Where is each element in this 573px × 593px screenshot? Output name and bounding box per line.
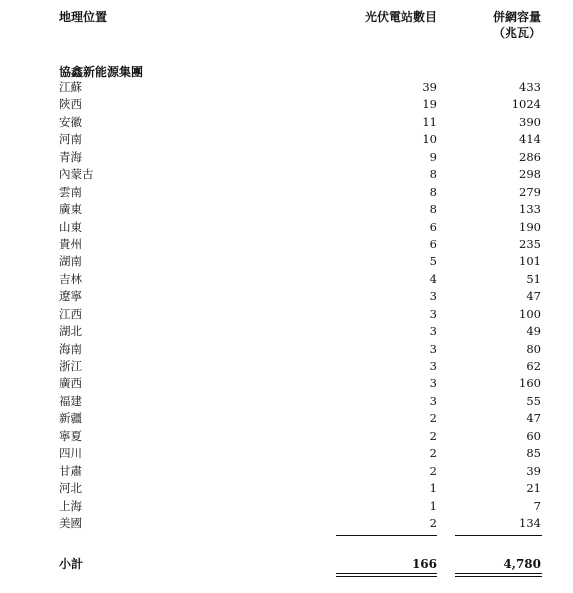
station-count: 3 <box>429 306 437 321</box>
station-count: 3 <box>429 324 437 339</box>
subtotal-rule-stations <box>336 535 437 536</box>
region-name: 雲南 <box>59 184 82 199</box>
region-name: 安徽 <box>59 114 82 129</box>
table-row <box>0 184 573 201</box>
capacity-value: 160 <box>519 376 541 391</box>
region-name: 河南 <box>59 132 82 147</box>
region-name: 海南 <box>59 341 82 356</box>
table-row <box>0 219 573 236</box>
capacity-value: 433 <box>519 80 541 94</box>
station-count: 2 <box>429 411 437 426</box>
station-count: 1 <box>429 481 437 496</box>
station-count: 3 <box>429 393 437 408</box>
capacity-value: 85 <box>526 446 541 461</box>
station-count: 3 <box>429 341 437 356</box>
station-count: 8 <box>429 202 437 217</box>
station-count: 10 <box>422 132 437 147</box>
total-rule-stations-bottom <box>336 576 437 577</box>
capacity-value: 80 <box>526 341 541 356</box>
region-name: 河北 <box>59 481 82 496</box>
table-row <box>0 410 573 427</box>
table-row <box>0 236 573 253</box>
subtotal-capacity: 4,780 <box>503 557 541 571</box>
header-stations: 光伏電站數目 <box>364 10 437 24</box>
capacity-value: 279 <box>519 184 541 199</box>
region-name: 吉林 <box>59 271 82 286</box>
station-count: 3 <box>429 376 437 391</box>
station-count: 2 <box>429 446 437 461</box>
station-count: 4 <box>429 271 437 286</box>
capacity-value: 133 <box>519 202 541 217</box>
total-rule-capacity-bottom <box>455 576 542 577</box>
table-row <box>0 271 573 288</box>
station-count: 3 <box>429 359 437 373</box>
region-name: 內蒙古 <box>59 167 94 182</box>
capacity-value: 7 <box>533 498 541 513</box>
station-count: 3 <box>429 289 437 304</box>
table-row <box>0 201 573 218</box>
region-name: 上海 <box>59 498 82 513</box>
region-name: 江蘇 <box>59 80 82 94</box>
region-name: 青海 <box>59 149 82 164</box>
capacity-value: 134 <box>519 515 541 530</box>
header-capacity <box>493 9 541 41</box>
total-rule-capacity-top <box>455 573 542 574</box>
station-count: 6 <box>429 219 437 234</box>
region-name: 甘肅 <box>59 463 82 478</box>
table-row <box>0 131 573 148</box>
capacity-value: 60 <box>526 428 541 443</box>
region-name: 廣東 <box>59 202 82 217</box>
table-row <box>0 375 573 392</box>
station-count: 8 <box>429 184 437 199</box>
capacity-value: 39 <box>526 463 541 478</box>
table-row <box>0 306 573 323</box>
region-name: 美國 <box>59 515 82 530</box>
capacity-value: 190 <box>519 219 541 234</box>
region-name: 貴州 <box>59 236 82 251</box>
table-row <box>0 149 573 166</box>
table-row <box>0 515 573 532</box>
table-row <box>0 463 573 480</box>
capacity-value: 235 <box>519 236 541 251</box>
capacity-value: 390 <box>519 114 541 129</box>
table-row <box>0 445 573 462</box>
table-row <box>0 393 573 410</box>
region-name: 浙江 <box>59 359 82 373</box>
table-row <box>0 288 573 305</box>
capacity-value: 1024 <box>511 97 541 112</box>
table-row <box>0 96 573 113</box>
subtotal-label: 小計 <box>59 557 84 571</box>
table-row <box>0 323 573 340</box>
header-capacity-unit: （兆瓦） <box>492 26 541 40</box>
region-name: 湖北 <box>59 324 82 339</box>
region-name: 遼寧 <box>59 289 82 304</box>
table-row <box>0 253 573 270</box>
capacity-value: 101 <box>519 254 541 269</box>
capacity-value: 298 <box>519 167 541 182</box>
table-row <box>0 480 573 497</box>
region-name: 福建 <box>59 393 82 408</box>
group-title: 協鑫新能源集團 <box>59 65 144 79</box>
region-name: 寧夏 <box>59 428 82 443</box>
capacity-value: 49 <box>526 324 541 339</box>
capacity-value: 100 <box>519 306 541 321</box>
table-row <box>0 341 573 358</box>
capacity-value: 286 <box>519 149 541 164</box>
table-row <box>0 358 573 375</box>
table-row <box>0 498 573 515</box>
station-count: 8 <box>429 167 437 182</box>
station-count: 6 <box>429 236 437 251</box>
region-name: 陝西 <box>59 97 82 112</box>
capacity-value: 21 <box>526 481 541 496</box>
header-region: 地理位置 <box>59 10 108 24</box>
station-count: 39 <box>422 80 437 94</box>
subtotal-rule-capacity <box>455 535 542 536</box>
station-count: 9 <box>429 149 437 164</box>
station-count: 1 <box>429 498 437 513</box>
region-name: 廣西 <box>59 376 82 391</box>
capacity-value: 55 <box>526 393 541 408</box>
capacity-value: 62 <box>526 359 541 373</box>
station-count: 19 <box>422 97 437 112</box>
region-name: 四川 <box>59 446 82 461</box>
station-count: 2 <box>429 428 437 443</box>
table-row <box>0 428 573 445</box>
capacity-value: 414 <box>519 132 541 147</box>
station-count: 2 <box>429 463 437 478</box>
header-capacity-title: 併網容量 <box>492 10 541 24</box>
table-row <box>0 79 573 96</box>
station-count: 5 <box>429 254 437 269</box>
capacity-value: 47 <box>526 411 541 426</box>
station-count: 11 <box>422 114 437 129</box>
station-count: 2 <box>429 515 437 530</box>
capacity-value: 51 <box>526 271 541 286</box>
region-table <box>0 79 573 532</box>
region-name: 山東 <box>59 219 82 234</box>
capacity-value: 47 <box>526 289 541 304</box>
table-row <box>0 166 573 183</box>
subtotal-stations: 166 <box>411 557 437 571</box>
region-name: 湖南 <box>59 254 82 269</box>
region-name: 江西 <box>59 306 82 321</box>
total-rule-stations-top <box>336 573 437 574</box>
region-name: 新疆 <box>59 411 82 426</box>
table-row <box>0 114 573 131</box>
